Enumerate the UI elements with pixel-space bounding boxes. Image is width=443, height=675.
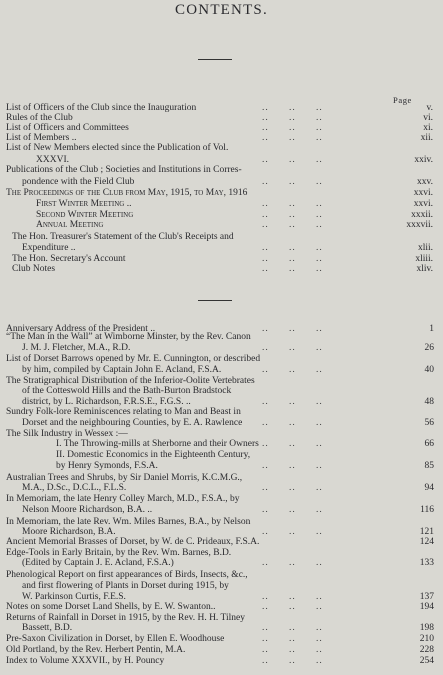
dot-leader: .. .. .. <box>262 254 323 264</box>
toc-entry-page: 124 <box>419 537 434 547</box>
top-divider <box>198 59 232 60</box>
toc-entry-page: xxiv. <box>414 155 433 165</box>
toc-entry <box>0 177 443 188</box>
toc-entry-page: vi. <box>423 113 433 123</box>
toc-entry-title: Edge-Tools in Early Britain, by the Rev. Wm. Barnes, B.D. <box>6 548 232 558</box>
toc-entry-page: xliii. <box>415 254 433 264</box>
dot-leader: .. .. .. <box>262 634 323 644</box>
dot-leader: .. .. .. <box>262 623 323 633</box>
toc-entry <box>0 558 443 569</box>
toc-entry-title: List of Members .. <box>6 133 77 143</box>
toc-entry-page: xlii. <box>417 243 433 253</box>
toc-entry-title: Expenditure .. <box>22 243 76 253</box>
dot-leader: .. .. .. <box>262 123 323 133</box>
toc-entry-title: The Hon. Secretary's Account <box>12 254 126 264</box>
toc-entry-title: I. The Throwing-mills at Sherborne and their Owners <box>56 439 259 449</box>
toc-entry-title: by him, compiled by Captain John E. Acland, F.S.A. <box>22 365 222 375</box>
toc-entry <box>0 537 443 548</box>
dot-leader: .. .. .. <box>262 483 323 493</box>
toc-entry-title: district, by L. Richardson, F.R.S.E., F.G.S. .. <box>22 397 191 407</box>
page-column-header: Page <box>393 95 412 105</box>
toc-entry <box>0 439 443 450</box>
toc-entry-title: by Henry Symonds, F.S.A. <box>56 461 158 471</box>
dot-leader: .. .. .. <box>262 210 323 220</box>
toc-entry-title: M.A., D.Sc., D.C.L., F.L.S. <box>22 483 127 493</box>
dot-leader: .. .. .. <box>262 558 323 568</box>
toc-entry <box>0 494 443 505</box>
toc-entry <box>0 243 443 254</box>
toc-entry-title: Australian Trees and Shrubs, by Sir Daniel Morris, K.C.M.G., <box>6 473 243 483</box>
toc-entry-title: Pre-Saxon Civilization in Dorset, by Ellen E. Woodhouse <box>6 634 225 644</box>
toc-entry <box>0 165 443 176</box>
toc-entry-page: xxxvii. <box>406 220 433 230</box>
toc-entry-page: 56 <box>424 418 434 428</box>
toc-entry-page: 66 <box>424 439 434 449</box>
dot-leader: .. .. .. <box>262 365 323 375</box>
toc-entry-title: Notes on some Dorset Land Shells, by E. W. Swanton.. <box>6 602 216 612</box>
dot-leader: .. .. .. <box>262 418 323 428</box>
toc-entry-title: Dorset and the neighbouring Counties, by E. A. Rawlence <box>22 418 243 428</box>
toc-entry-page: 254 <box>419 656 434 666</box>
toc-entry-title: Moore Richardson, B.A. <box>22 527 116 537</box>
dot-leader: .. .. .. <box>262 177 323 187</box>
toc-entry-page: 85 <box>424 461 434 471</box>
toc-entry <box>0 188 443 199</box>
toc-entry-page: 116 <box>420 505 434 515</box>
toc-entry <box>0 461 443 472</box>
toc-entry <box>0 354 443 365</box>
dot-leader: .. .. .. <box>262 656 323 666</box>
toc-entry <box>0 602 443 613</box>
toc-entry <box>0 450 443 461</box>
toc-entry <box>0 645 443 656</box>
toc-entry-title: The Silk Industry in Wessex :— <box>6 429 128 439</box>
toc-entry-title: Ancient Memorial Brasses of Dorset, by W. de C. Prideaux, F.S.A. <box>6 537 260 547</box>
dot-leader: .. .. .. <box>262 343 323 353</box>
toc-entry-title: List of Officers of the Club since the Inauguration <box>6 103 197 113</box>
toc-entry <box>0 505 443 516</box>
toc-entry-page: 1 <box>429 324 434 334</box>
toc-entry-title: Club Notes <box>12 264 56 274</box>
toc-entry-page: 137 <box>419 592 434 602</box>
toc-entry-title: Bassett, B.D. <box>22 623 73 633</box>
dot-leader: .. .. .. <box>262 397 323 407</box>
dot-leader: .. .. .. <box>262 461 323 471</box>
toc-entry-title: Index to Volume XXXVII., by H. Pouncy <box>6 656 165 666</box>
toc-entry-title: Annual Meeting <box>36 220 104 230</box>
toc-entry-title: “The Man in the Wall” at Wimborne Minster, by the Rev. Canon <box>6 332 251 342</box>
page-title: CONTENTS. <box>175 2 268 18</box>
toc-entry-title: The Proceedings of the Club from May, 1915, to May, 1916 <box>6 188 248 198</box>
toc-entry-page: 194 <box>419 602 434 612</box>
toc-entry-title: List of New Members elected since the Publication of Vol. <box>6 143 229 153</box>
toc-entry <box>0 232 443 243</box>
dot-leader: .. .. .. <box>262 103 323 113</box>
dot-leader: .. .. .. <box>262 645 323 655</box>
dot-leader: .. .. .. <box>262 155 323 165</box>
dot-leader: .. .. .. <box>262 527 323 537</box>
toc-entry <box>0 199 443 210</box>
toc-entry-page: xi. <box>423 123 433 133</box>
toc-entry-page: 228 <box>419 645 434 655</box>
toc-entry <box>0 332 443 343</box>
toc-entry-title: J. M. J. Fletcher, M.A., R.D. <box>22 343 131 353</box>
toc-entry-title: List of Officers and Committees <box>6 123 129 133</box>
toc-entry-page: xliv. <box>416 264 433 274</box>
dot-leader: .. .. .. <box>262 439 323 449</box>
toc-entry-title: Returns of Rainfall in Dorset in 1915, by the Rev. H. H. Tilney <box>6 613 245 623</box>
dot-leader: .. .. .. <box>262 505 323 515</box>
toc-entry-title: of the Cotteswold Hills and the Bath-Burton Bradstock <box>22 386 232 396</box>
toc-entry-page: 198 <box>419 623 434 633</box>
toc-entry-title: The Hon. Treasurer's Statement of the Club's Receipts and <box>12 232 234 242</box>
dot-leader: .. .. .. <box>262 133 323 143</box>
toc-entry <box>0 483 443 494</box>
toc-entry-title: pondence with the Field Club <box>22 177 135 187</box>
toc-entry <box>0 623 443 634</box>
toc-entry-page: v. <box>426 103 433 113</box>
dot-leader: .. .. .. <box>262 324 323 334</box>
toc-entry-title: (Edited by Captain J. E. Acland, F.S.A.) <box>22 558 174 568</box>
toc-entry-title: Publications of the Club ; Societies and Institutions in Corres- <box>6 165 242 175</box>
toc-entry-title: XXXVI. <box>36 155 69 165</box>
toc-entry-title: Sundry Folk-lore Reminiscences relating to Man and Beast in <box>6 407 241 417</box>
toc-entry-page: 94 <box>424 483 434 493</box>
toc-entry-title: II. Domestic Economics in the Eighteenth Century, <box>56 450 251 460</box>
toc-entry-page: xxxii. <box>411 210 433 220</box>
toc-entry-title: Nelson Moore Richardson, B.A. .. <box>22 505 153 515</box>
middle-divider <box>198 300 232 301</box>
dot-leader: .. .. .. <box>262 220 323 230</box>
toc-entry-title: Rules of the Club <box>6 113 73 123</box>
toc-entry <box>0 634 443 645</box>
toc-entry <box>0 365 443 376</box>
toc-entry <box>0 570 443 581</box>
toc-entry <box>0 386 443 397</box>
toc-entry <box>0 220 443 231</box>
toc-entry-page: 133 <box>419 558 434 568</box>
toc-entry <box>0 343 443 354</box>
toc-entry-title: Phenological Report on first appearances of Birds, Insects, &c., <box>6 570 248 580</box>
toc-entry <box>0 407 443 418</box>
toc-entry-title: List of Dorset Barrows opened by Mr. E. Cunnington, or described <box>6 354 261 364</box>
dot-leader: .. .. .. <box>262 113 323 123</box>
toc-entry-page: xxvi. <box>413 188 433 198</box>
toc-entry <box>0 656 443 667</box>
dot-leader: .. .. .. <box>262 243 323 253</box>
dot-leader: .. .. .. <box>262 199 323 209</box>
toc-entry-title: and first flowering of Plants in Dorset during 1915, by <box>22 581 229 591</box>
toc-entry-title: Anniversary Address of the President .. <box>6 324 156 334</box>
toc-entry <box>0 143 443 154</box>
toc-entry-title: The Stratigraphical Distribution of the Inferior-Oolite Vertebrates <box>6 376 255 386</box>
toc-entry <box>0 418 443 429</box>
toc-entry-title: In Memoriam, the late Rev. Wm. Miles Barnes, B.A., by Nelson <box>6 517 251 527</box>
toc-entry <box>0 264 443 275</box>
toc-entry-page: xii. <box>420 133 433 143</box>
dot-leader: .. .. .. <box>262 264 323 274</box>
toc-entry-page: 26 <box>424 343 434 353</box>
toc-entry <box>0 581 443 592</box>
toc-entry-page: 40 <box>424 365 434 375</box>
toc-entry-title: W. Parkinson Curtis, F.E.S. <box>22 592 126 602</box>
toc-entry-page: xxvi. <box>413 199 433 209</box>
toc-entry-page: xxv. <box>416 177 433 187</box>
toc-entry-page: 210 <box>419 634 434 644</box>
dot-leader: .. .. .. <box>262 592 323 602</box>
toc-entry-title: Second Winter Meeting <box>36 210 134 220</box>
toc-entry-page: 48 <box>424 397 434 407</box>
dot-leader: .. .. .. <box>262 602 323 612</box>
toc-entry-title: First Winter Meeting .. <box>36 199 132 209</box>
toc-entry-page: 121 <box>419 527 434 537</box>
toc-entry-title: In Memoriam, the late Henry Colley March, M.D., F.S.A., by <box>6 494 240 504</box>
toc-entry-title: Old Portland, by the Rev. Herbert Pentin, M.A. <box>6 645 186 655</box>
